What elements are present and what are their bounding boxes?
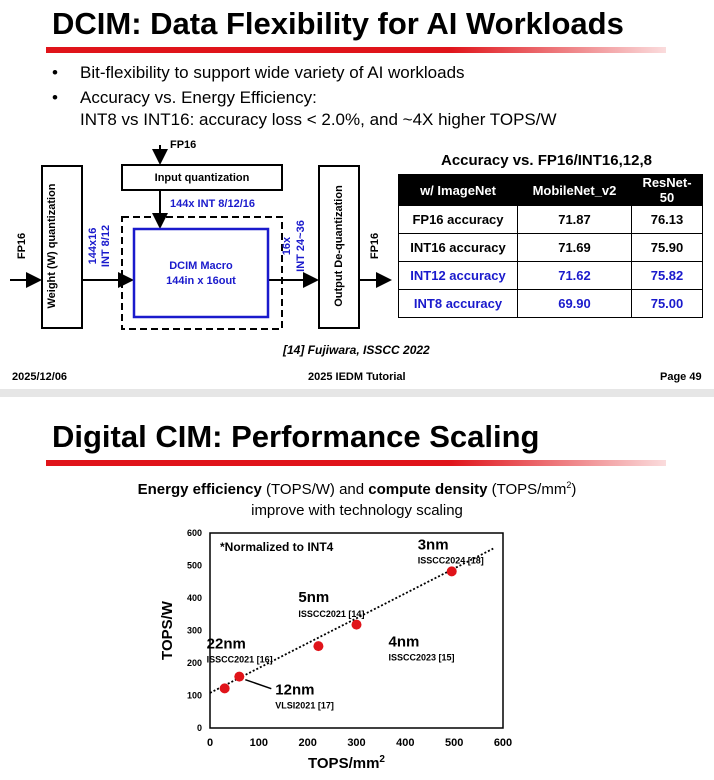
slide1-title: DCIM: Data Flexibility for AI Workloads <box>52 6 624 41</box>
mobilenet-cell: 71.69 <box>518 234 632 262</box>
chart-subtitle-line2: improve with technology scaling <box>251 502 463 519</box>
subtitle-text-3: ) <box>571 481 577 498</box>
resnet-cell: 75.90 <box>632 234 703 262</box>
slide2-title: Digital CIM: Performance Scaling <box>52 419 540 454</box>
data-point <box>352 620 362 630</box>
point-ref-label: ISSCC2021 [14] <box>298 609 365 620</box>
y-tick-label: 600 <box>186 528 202 538</box>
table-caption: Accuracy vs. FP16/INT16,12,8 <box>441 152 652 169</box>
out-label-2: INT 24~36 <box>295 220 307 272</box>
row-label: FP16 accuracy <box>399 206 518 234</box>
table-row <box>399 206 703 234</box>
x-axis-label: TOPS/$mm^2$ <box>308 754 385 772</box>
header-imagenet: w/ ImageNet <box>399 175 518 206</box>
subtitle-bold-1: Energy efficiency <box>137 481 262 498</box>
accuracy-table <box>398 174 703 318</box>
resnet-cell: 75.82 <box>632 262 703 290</box>
point-node-label: 22nm <box>206 635 246 653</box>
data-point <box>220 683 230 693</box>
title-underline-2 <box>46 460 666 466</box>
table-header-row <box>399 175 703 206</box>
mobilenet-cell: 71.62 <box>518 262 632 290</box>
resnet-cell: 75.00 <box>632 290 703 318</box>
point-node-label: 12nm <box>275 681 315 699</box>
x-tick-label: 200 <box>298 737 317 749</box>
point-ref-label: ISSCC2024 [18] <box>417 555 484 566</box>
point-ref-label: ISSCC2021 [16] <box>206 654 273 665</box>
bullet-1: • Bit-flexibility to support wide variety of AI workloads <box>52 63 465 82</box>
bullet-1-text: Bit-flexibility to support wide variety of AI workloads <box>80 63 465 82</box>
point-ref-label: VLSI2021 [17] <box>275 700 334 711</box>
fp16-in-label: FP16 <box>16 232 28 260</box>
x-tick-label: 300 <box>347 737 366 749</box>
pointer-line-12nm <box>245 680 271 689</box>
x-tick-label: 500 <box>444 737 464 749</box>
row-label: INT16 accuracy <box>399 234 518 262</box>
y-tick-label: 400 <box>186 593 202 603</box>
w-label-2: INT 8/12 <box>100 224 112 268</box>
x-tick-label: 0 <box>206 737 214 749</box>
point-node-label: 4nm <box>388 633 420 651</box>
point-node-label: 3nm <box>417 536 449 554</box>
resnet-cell: 76.13 <box>632 206 703 234</box>
fp16-out-label-wrap <box>355 232 395 260</box>
subtitle-text-2: (TOPS/mm <box>487 481 567 498</box>
slide-separator <box>0 389 714 397</box>
subtitle-bold-2: compute density <box>368 481 488 498</box>
table-row <box>399 290 703 318</box>
point-node-label: 5nm <box>298 589 330 607</box>
header-resnet: ResNet-50 <box>632 175 703 206</box>
x-tick-label: 400 <box>396 737 415 749</box>
data-point <box>313 641 323 651</box>
reference-citation: [14] Fujiwara, ISSCC 2022 <box>283 343 430 357</box>
title-underline <box>46 47 666 53</box>
data-point <box>447 566 457 576</box>
chart-subtitle-line1 <box>0 480 714 498</box>
y-tick-label: 200 <box>186 658 202 668</box>
row-label: INT8 accuracy <box>399 290 518 318</box>
x-tick-label: 600 <box>493 737 513 749</box>
footer-page: Page 49 <box>660 371 702 383</box>
table-row <box>399 234 703 262</box>
fp16-top-label: FP16 <box>170 139 197 151</box>
macro-label-2: 144in x 16out <box>166 275 236 287</box>
data-point <box>234 672 244 682</box>
row-label: INT12 accuracy <box>399 262 518 290</box>
subtitle-sup: 2 <box>566 480 572 490</box>
x-axis-label-sup: 2 <box>379 754 385 765</box>
fp16-out-label: FP16 <box>369 232 381 260</box>
y-tick-label: 300 <box>186 625 202 636</box>
y-axis-label: TOPS/W <box>159 601 176 660</box>
mobilenet-cell: 71.87 <box>518 206 632 234</box>
input-width-label: 144x INT 8/12/16 <box>170 198 256 210</box>
y-tick-label: 100 <box>186 690 202 701</box>
x-tick-label: 100 <box>249 737 269 749</box>
output-block-label: Output De-quantization <box>333 185 345 307</box>
normalization-note: *Normalized to INT4 <box>220 540 334 554</box>
macro-label-1: DCIM Macro <box>169 260 233 272</box>
footer-date: 2025/12/06 <box>12 371 68 383</box>
header-mobilenet: MobileNet_v2 <box>518 175 632 206</box>
mobilenet-cell: 69.90 <box>518 290 632 318</box>
table-row <box>399 262 703 290</box>
y-tick-label: 500 <box>186 560 202 571</box>
out-label-1: 16x <box>281 236 293 256</box>
scaling-chart <box>150 525 540 780</box>
footer-event: 2025 IEDM Tutorial <box>308 371 406 383</box>
bullet-2-text: Accuracy vs. Energy Efficiency: <box>80 88 317 107</box>
weight-block-label: Weight (W) quantization <box>46 183 58 309</box>
bullet-2-sub: INT8 vs INT16: accuracy loss < 2.0%, and ~4X higher TOPS/W <box>80 110 557 129</box>
y-tick-label: 0 <box>196 723 202 733</box>
point-ref-label: ISSCC2023 [15] <box>388 652 455 663</box>
bullet-2: • Accuracy vs. Energy Efficiency: <box>52 88 317 107</box>
input-quantization-block: Input quantization <box>121 164 283 191</box>
w-label-1: 144x16 <box>87 227 99 265</box>
subtitle-text-1: (TOPS/W) and <box>261 481 369 498</box>
